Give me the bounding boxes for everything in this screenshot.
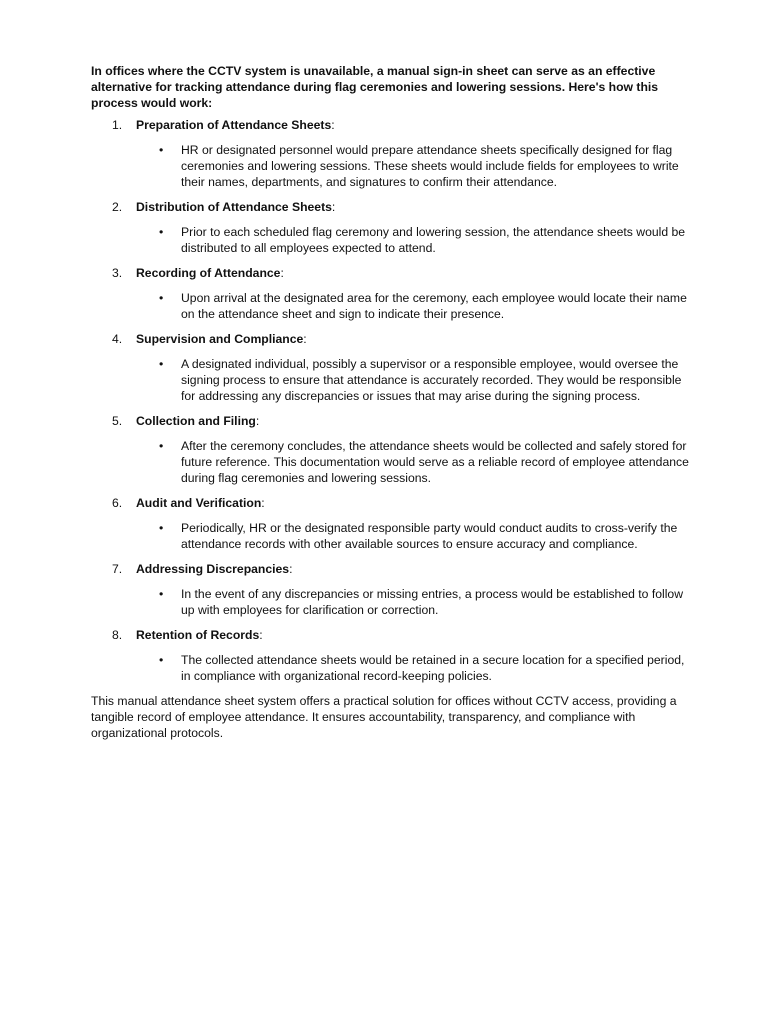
bullet-icon: •	[159, 587, 164, 601]
step-title-colon: :	[255, 414, 260, 428]
bullet-item	[91, 652, 691, 684]
step-item	[91, 495, 691, 552]
bullet-icon: •	[159, 225, 164, 239]
step-title-colon: :	[331, 200, 336, 214]
step-title: Addressing Discrepancies	[136, 562, 290, 576]
step-bullets	[91, 290, 691, 322]
step-heading	[91, 495, 691, 511]
step-title-colon: :	[259, 628, 263, 642]
step-title: Retention of Records	[136, 628, 260, 642]
step-heading	[91, 561, 691, 577]
step-item	[91, 265, 691, 322]
step-item	[91, 413, 691, 486]
step-item	[91, 117, 691, 190]
step-bullets	[91, 356, 691, 404]
step-heading	[91, 331, 691, 347]
bullet-item	[91, 224, 691, 256]
step-number: 8.	[112, 628, 123, 642]
bullet-text: A designated individual, possibly a supervisor or a responsible employee, would oversee the signing process to ensure that attendance is accurately recorded. They would be responsible for addressing any discrepancies or issues that may arise during the signing process.	[181, 357, 682, 403]
step-title: Collection and Filing	[136, 414, 256, 428]
bullet-text: The collected attendance sheets would be retained in a secure location for a specified period, in compliance with organizational record-keeping policies.	[181, 653, 685, 683]
bullet-item	[91, 586, 691, 618]
step-item	[91, 331, 691, 404]
bullet-text: In the event of any discrepancies or missing entries, a process would be established to follow up with employees for clarification or correction.	[181, 587, 683, 617]
bullet-item	[91, 142, 691, 190]
step-bullets	[91, 652, 691, 684]
closing-paragraph: This manual attendance sheet system offers a practical solution for offices without CCTV access, providing a tangible record of employee attendance. It ensures accountability, transparency, and compliance with organizational protocols.	[91, 694, 677, 740]
step-heading	[91, 199, 691, 215]
step-title: Audit and Verification	[136, 496, 262, 510]
bullet-icon: •	[159, 143, 164, 157]
bullet-text: Upon arrival at the designated area for the ceremony, each employee would locate their name on the attendance sheet and sign to indicate their presence.	[181, 291, 687, 321]
step-item	[91, 199, 691, 256]
document-body	[91, 63, 691, 741]
bullet-icon: •	[159, 521, 164, 535]
bullet-item	[91, 290, 691, 322]
step-number: 4.	[112, 332, 123, 346]
step-heading	[91, 627, 691, 643]
step-bullets	[91, 142, 691, 190]
step-item	[91, 561, 691, 618]
step-number: 7.	[112, 562, 123, 576]
step-bullets	[91, 224, 691, 256]
bullet-item	[91, 438, 691, 486]
step-heading	[91, 265, 691, 281]
step-number: 2.	[112, 200, 123, 214]
step-bullets	[91, 586, 691, 618]
bullet-item	[91, 356, 691, 404]
step-title: Distribution of Attendance Sheets	[136, 200, 332, 214]
step-number: 1.	[112, 118, 123, 132]
step-item	[91, 627, 691, 684]
bullet-text: After the ceremony concludes, the attendance sheets would be collected and safely stored for future reference. This documentation would serve as a reliable record of employee attendance during flag ceremonies and lowering sessions.	[181, 439, 689, 485]
step-heading	[91, 117, 691, 133]
step-title: Supervision and Compliance	[136, 332, 304, 346]
step-heading	[91, 413, 691, 429]
step-number: 6.	[112, 496, 123, 510]
step-title-colon: :	[303, 332, 307, 346]
bullet-item	[91, 520, 691, 552]
step-number: 3.	[112, 266, 123, 280]
step-title-colon: :	[280, 266, 284, 280]
bullet-icon: •	[159, 439, 164, 453]
step-bullets	[91, 438, 691, 486]
bullet-icon: •	[159, 291, 164, 305]
step-number: 5.	[112, 414, 123, 428]
step-title-colon: :	[289, 562, 293, 576]
step-title-colon: :	[331, 118, 335, 132]
bullet-text: Prior to each scheduled flag ceremony and lowering session, the attendance sheets would be distributed to all employees expected to attend.	[181, 225, 686, 255]
intro-paragraph: In offices where the CCTV system is unavailable, a manual sign-in sheet can serve as an effective alternative for tracking attendance during flag ceremonies and lowering sessions. Here's how this process would work:	[91, 64, 659, 110]
steps-list	[91, 117, 691, 684]
step-title: Preparation of Attendance Sheets	[136, 118, 332, 132]
bullet-icon: •	[159, 653, 164, 667]
bullet-text: Periodically, HR or the designated responsible party would conduct audits to cross-verify the attendance records with other available sources to ensure accuracy and compliance.	[181, 521, 678, 551]
step-title: Recording of Attendance	[136, 266, 281, 280]
bullet-text: HR or designated personnel would prepare attendance sheets specifically designed for flag ceremonies and lowering sessions. These sheets would include fields for employees to write their names, departments, and signatures to confirm their attendance.	[181, 143, 679, 189]
bullet-icon: •	[159, 357, 164, 371]
step-bullets	[91, 520, 691, 552]
step-title-colon: :	[261, 496, 265, 510]
